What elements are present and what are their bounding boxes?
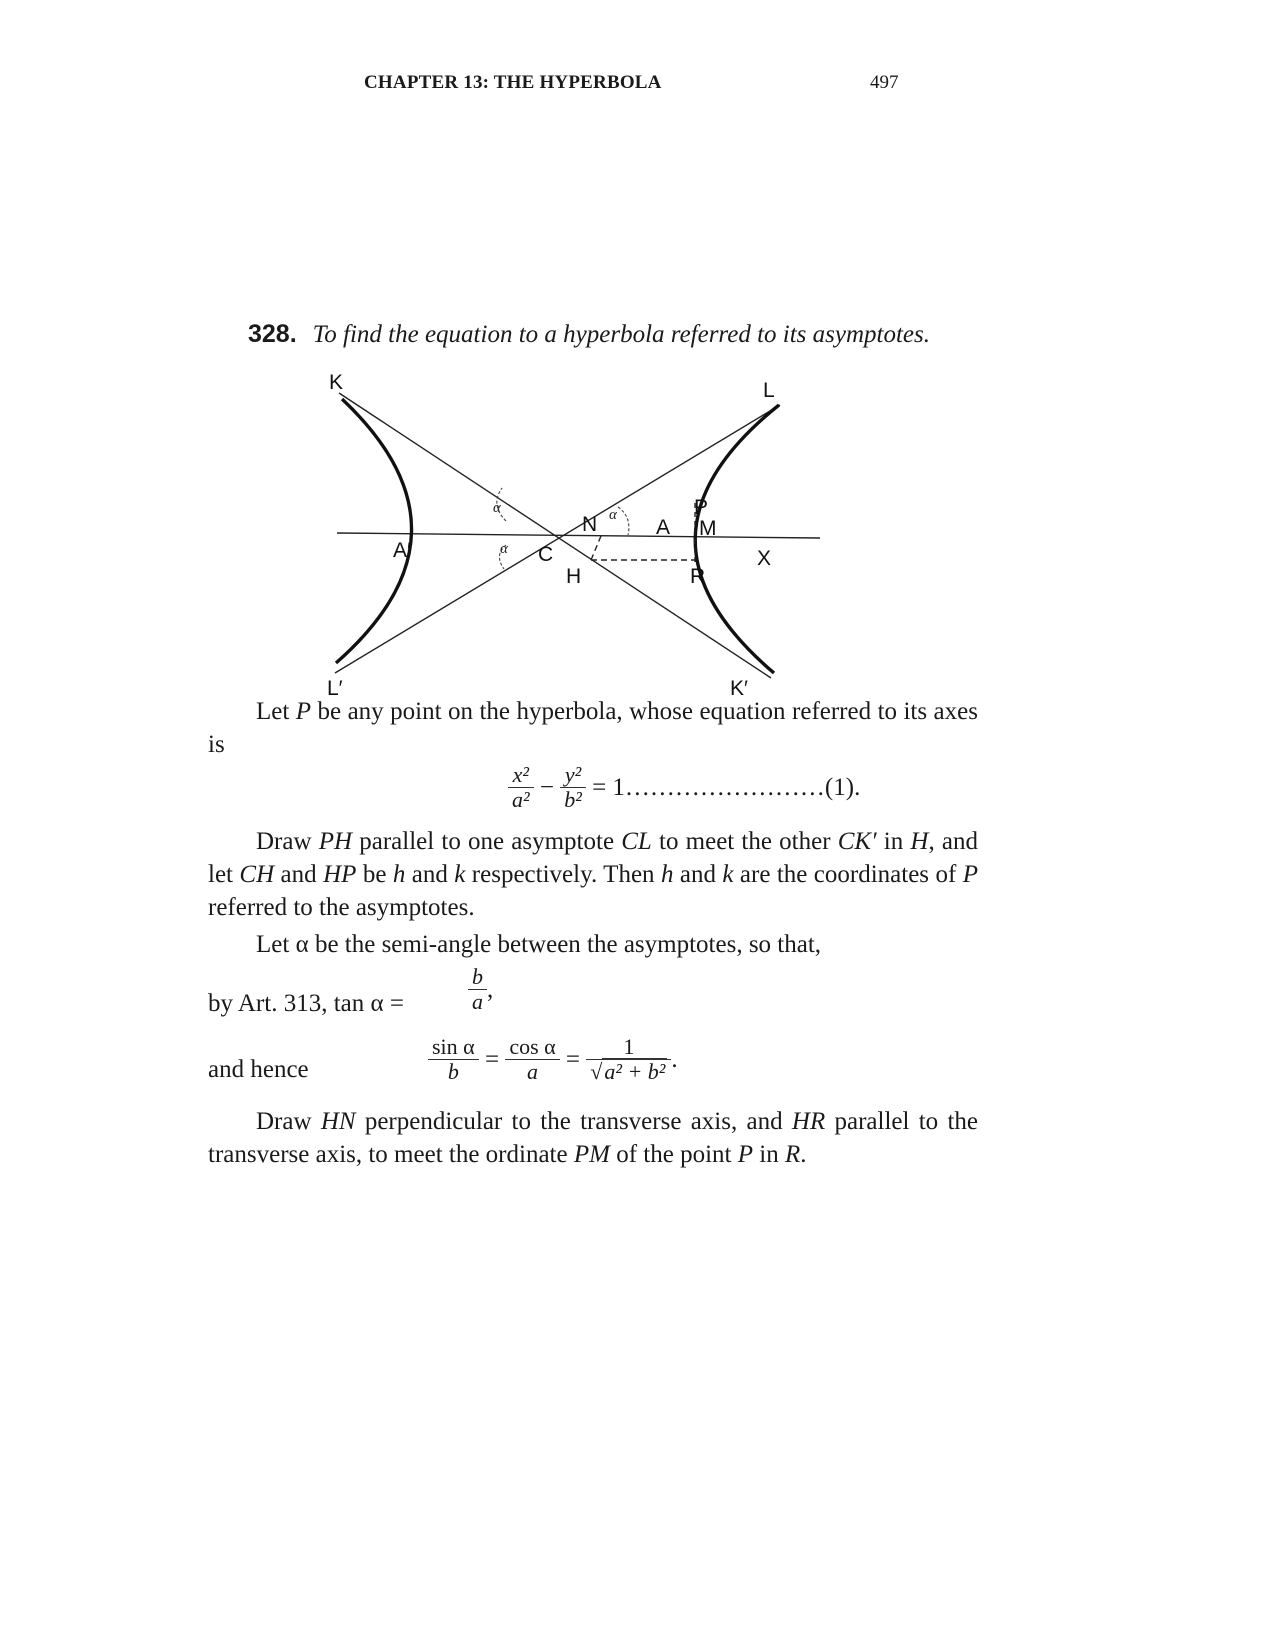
text: Let <box>256 931 296 958</box>
text: be any point on the hyperbola, whose equation referred to its axes is <box>208 698 978 758</box>
fraction-y2-b2 <box>560 763 586 812</box>
comma: , <box>487 976 494 1003</box>
fraction-1-sqrt <box>586 1035 671 1084</box>
fraction-x2-a2 <box>508 763 534 812</box>
text: , and let <box>208 828 978 888</box>
paragraph-3 <box>208 928 978 961</box>
label-A: A <box>656 516 671 539</box>
text: Let <box>256 698 296 725</box>
text: and <box>405 861 455 888</box>
text: and <box>274 861 324 888</box>
left-branch <box>336 399 412 663</box>
text: and <box>673 861 723 888</box>
radicand: a² + b² <box>604 1059 666 1084</box>
label-K-prime: K′ <box>730 677 748 695</box>
label-M: M <box>699 517 717 540</box>
text: parallel to the transverse axis, to meet the ordinate <box>208 1108 978 1168</box>
math-symbol: h <box>660 861 674 888</box>
math-symbol: HP <box>323 861 357 888</box>
text: respectively. Then <box>465 861 661 888</box>
math-symbol: k <box>722 861 734 888</box>
label-N: N <box>582 513 598 536</box>
text: to meet the other <box>651 828 838 855</box>
page-number: 497 <box>870 72 899 93</box>
label-L: L <box>763 379 775 402</box>
fraction-sin-b <box>428 1035 479 1084</box>
label-A-prime: A′ <box>393 539 411 562</box>
numerator: b <box>472 964 483 989</box>
hence-label: and hence <box>208 1056 309 1083</box>
math-symbol: h <box>392 861 406 888</box>
hence-expression <box>428 1035 678 1084</box>
equals-sign: = <box>565 1046 581 1073</box>
numerator: x² <box>512 762 529 787</box>
denominator <box>586 1059 671 1084</box>
page-body <box>208 318 978 1171</box>
text: Draw <box>256 1108 321 1135</box>
equation-1 <box>208 761 978 825</box>
equals-sign: = <box>484 1046 500 1073</box>
tan-fraction-wrap <box>468 965 493 1014</box>
text: be <box>356 861 393 888</box>
chapter-title: CHAPTER 13: THE HYPERBOLA <box>364 72 662 93</box>
text: perpendicular to the transverse axis, and <box>355 1108 792 1135</box>
paragraph-1 <box>208 695 978 761</box>
label-L-prime: L′ <box>327 677 343 695</box>
radical-sign: √ <box>590 1059 603 1084</box>
label-alpha-upper: α <box>493 500 501 516</box>
denominator: a <box>505 1059 559 1084</box>
paragraph-2 <box>208 825 978 924</box>
numerator: 1 <box>623 1034 635 1059</box>
text: in <box>753 1141 785 1168</box>
math-symbol: CK′ <box>837 828 877 855</box>
math-symbol: k <box>454 861 466 888</box>
denominator: a <box>468 989 487 1014</box>
text: of the point <box>609 1141 738 1168</box>
article-title: To find the equation to a hyperbola referred to its asymptotes. <box>312 321 930 348</box>
label-H: H <box>566 565 582 588</box>
article-heading <box>208 318 978 351</box>
text: parallel to one asymptote <box>352 828 622 855</box>
text: are the coordinates of <box>733 861 963 888</box>
tan-alpha-line <box>208 965 978 1031</box>
label-K: K <box>329 371 344 394</box>
math-symbol: P <box>962 861 978 888</box>
denominator: b² <box>560 787 586 812</box>
label-C: C <box>538 543 554 566</box>
math-symbol: α <box>295 931 309 958</box>
transverse-axis <box>337 533 820 538</box>
math-symbol: PH <box>318 828 353 855</box>
angle-arc-n <box>618 507 629 535</box>
label-P: P <box>694 496 709 519</box>
label-alpha-n: α <box>609 507 617 523</box>
equation-1-body <box>508 763 860 812</box>
minus-sign: − <box>539 774 554 801</box>
math-symbol: CL <box>621 828 652 855</box>
numerator: y² <box>564 762 582 787</box>
label-X: X <box>757 547 772 570</box>
article-number: 328. <box>248 320 297 348</box>
text: . <box>800 1141 807 1168</box>
tan-label: by Art. 313, tan α = <box>208 990 404 1017</box>
denominator: a² <box>508 787 534 812</box>
hence-line <box>208 1035 978 1105</box>
text: in <box>876 828 911 855</box>
text: be the semi-angle between the asymptotes, so that, <box>308 931 822 958</box>
numerator: cos α <box>509 1034 556 1059</box>
math-symbol: CH <box>239 861 275 888</box>
math-symbol: HR <box>791 1108 826 1135</box>
math-symbol: PM <box>573 1141 610 1168</box>
line-HN <box>591 536 601 560</box>
page-header <box>0 72 1275 102</box>
period: . <box>671 1046 678 1073</box>
paragraph-4 <box>208 1105 978 1171</box>
text: Draw <box>256 828 319 855</box>
math-symbol: P <box>737 1141 754 1168</box>
label-R: R <box>690 565 706 588</box>
math-symbol: P <box>295 698 312 725</box>
label-alpha-lower: α <box>500 541 508 557</box>
denominator: b <box>428 1059 479 1084</box>
math-symbol: HN <box>320 1108 356 1135</box>
hyperbola-figure <box>208 355 978 695</box>
equation-rhs: = 1……………………(1). <box>592 774 861 801</box>
fraction-cos-a <box>505 1035 559 1084</box>
math-symbol: H <box>910 828 929 855</box>
numerator: sin α <box>432 1034 475 1059</box>
text: referred to the asymptotes. <box>208 894 475 921</box>
fraction-b-a <box>468 965 487 1014</box>
math-symbol: R <box>784 1141 801 1168</box>
